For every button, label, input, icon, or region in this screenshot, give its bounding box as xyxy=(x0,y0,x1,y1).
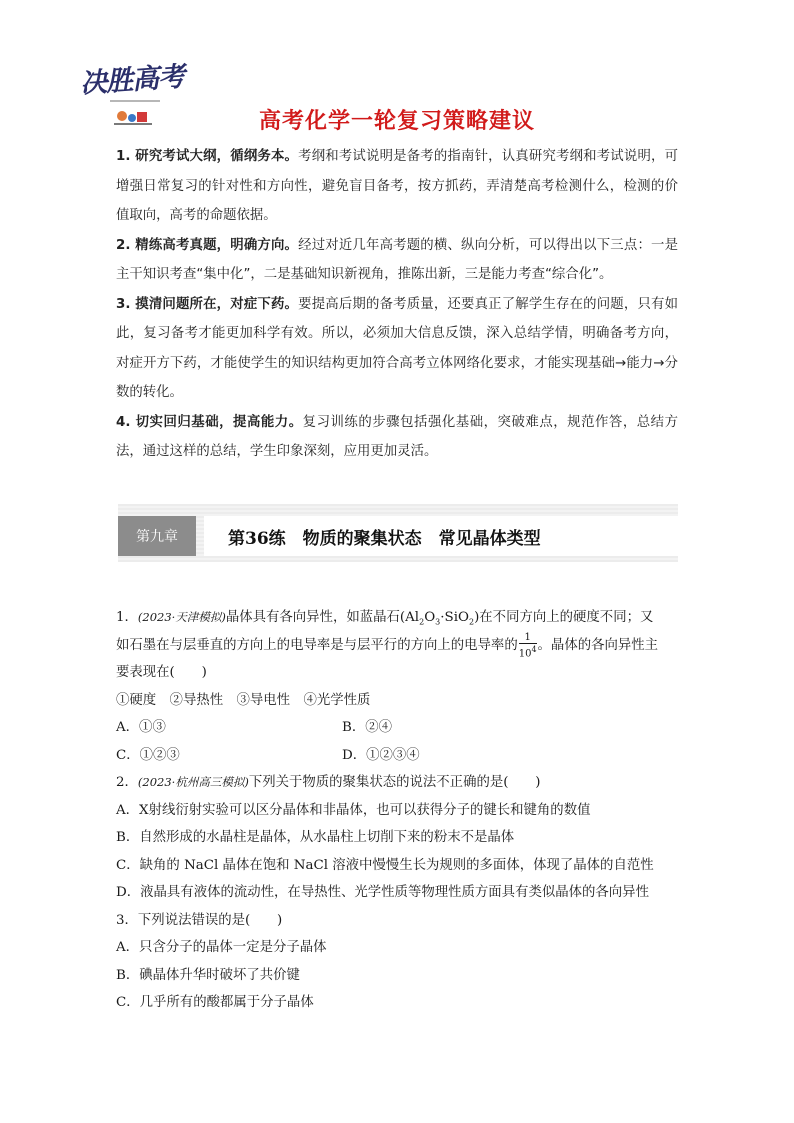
option-d: D．液晶具有液体的流动性，在导热性、光学性质等物理性质方面具有类似晶体的各向异性 xyxy=(116,885,649,900)
page-title: 高考化学一轮复习策略建议 xyxy=(258,109,535,134)
option-a: A．只含分子的晶体一定是分子晶体 xyxy=(116,940,327,955)
question-1-stem-line3: 要表现在( ) xyxy=(116,665,207,680)
option-b: B．②④ xyxy=(342,720,393,735)
advice-item: 1. 研究考试大纲，循纲务本。考纲和考试说明是备考的指南针，认真研究考纲和考试说明，可增强日常复习的针对性和方向性，避免盲目备考，按方抓药，弄清楚高考检测什么，检测的价值取向，高考的命题依据。 xyxy=(116,149,678,223)
questions xyxy=(116,610,678,1017)
question-2-stem: 2．(2023·杭州高三模拟)下列关于物质的聚集状态的说法不正确的是( ) xyxy=(116,775,541,790)
option-a: A．X射线衍射实验可以区分晶体和非晶体，也可以获得分子的键长和键角的数值 xyxy=(116,802,591,818)
question-3-stem: 3．下列说法错误的是( ) xyxy=(116,912,283,928)
logo-text: 决胜高考 xyxy=(79,61,186,100)
chapter-panel xyxy=(204,516,678,556)
option-b: B．碘晶体升华时破坏了共价键 xyxy=(116,967,300,983)
chapter-title: 第36练 物质的聚集状态 常见晶体类型 xyxy=(228,529,541,549)
advice-item: 3. 摸清问题所在，对症下药。要提高后期的备考质量，还要真正了解学生存在的问题，只有如此，复习备考才能更加科学有效。所以，必须加大信息反馈，深入总结学情，明确备考方向，对症开方下药，才能使学生的知识结构更加符合高考立体网络化要求，才能实现基础→能力→分数的转化。 xyxy=(116,296,678,400)
option-c: C．缺角的 NaCl 晶体在饱和 NaCl 溶液中慢慢生长为规则的多面体，体现了晶体的自范性 xyxy=(116,857,654,873)
option-d: D．①②③④ xyxy=(342,747,420,763)
fraction: $\frac{1}{10^4}$ xyxy=(518,631,537,659)
chapter-header xyxy=(118,504,678,562)
question-1-items: ①硬度 ②导热性 ③导电性 ④光学性质 xyxy=(116,692,371,708)
question-1-options-row1 xyxy=(116,714,678,742)
option-c: C．几乎所有的酸都属于分子晶体 xyxy=(116,995,314,1010)
advice-item: 4. 切实回归基础，提高能力。复习训练的步骤包括强化基础，突破难点，规范作答，总结方法，通过这样的总结，学生印象深刻，应用更加灵活。 xyxy=(116,414,678,459)
advice-item: 2. 精练高考真题，明确方向。经过对近几年高考题的横、纵向分析，可以得出以下三点：一是主干知识考查“集中化”，二是基础知识新视角，推陈出新，三是能力考查“综合化”。 xyxy=(116,237,678,282)
question-1-options-row2 xyxy=(116,742,678,770)
option-a: A．①③ xyxy=(116,720,166,735)
chapter-tag: 第九章 xyxy=(118,516,196,556)
question-1-stem-line2: 如石墨在与层垂直的方向上的电导率是与层平行的方向上的电导率的 $\frac{1}{10^4}$ 。晶体的各向异性主 xyxy=(116,631,659,659)
option-b: B．自然形成的水晶柱是晶体，从水晶柱上切削下来的粉末不是晶体 xyxy=(116,830,515,845)
option-c: C．①②③ xyxy=(116,747,180,763)
advice-section xyxy=(116,142,678,467)
question-1-stem: 1．(2023·天津模拟)晶体具有各向异性，如蓝晶石$(Al_2O_3\cdot SiO_2)$在不同方向上的硬度不同；又 xyxy=(116,610,654,627)
